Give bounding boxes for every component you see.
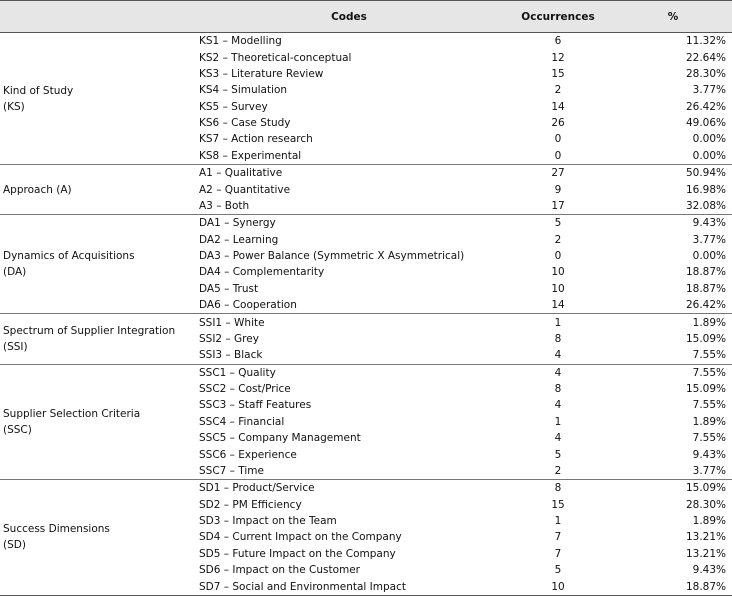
category-label-line: Dynamics of Acquisitions: [3, 250, 135, 263]
header-category: [0, 1, 196, 33]
table-row: [0, 364, 732, 381]
code-cell: SD6 – Impact on the Customer: [199, 564, 360, 577]
code-cell: SD2 – PM Efficiency: [199, 498, 302, 511]
category-label-line: Approach (A): [3, 183, 72, 196]
percent-cell: 15.09%: [685, 383, 726, 396]
category-label: [0, 165, 196, 215]
code-cell: KS3 – Literature Review: [199, 67, 324, 80]
category-label-line: Spectrum of Supplier Integration: [3, 324, 176, 337]
category-label: [0, 215, 196, 314]
code-cell: A3 – Both: [199, 199, 250, 212]
code-cell: DA2 – Learning: [199, 233, 279, 246]
percent-cell: 28.30%: [685, 498, 726, 511]
occurrences-cell: 26: [551, 117, 565, 130]
code-cell: DA1 – Synergy: [196, 215, 502, 232]
category-label: [0, 314, 196, 364]
occurrences-cell: 7: [554, 531, 562, 544]
percent-cell: 15.09%: [614, 480, 732, 497]
code-cell: SSC1 – Quality: [196, 364, 502, 381]
code-cell: DA4 – Complementarity: [199, 266, 325, 279]
percent-cell: 9.43%: [614, 215, 732, 232]
occurrences-cell: 4: [554, 399, 562, 412]
code-cell: SD5 – Future Impact on the Company: [199, 547, 396, 560]
code-cell: SD4 – Current Impact on the Company: [199, 531, 402, 544]
occurrences-cell: 4: [554, 432, 562, 445]
percent-cell: 1.89%: [614, 314, 732, 331]
percent-cell: 3.77%: [692, 464, 726, 477]
table-row: [0, 314, 732, 331]
category-label-line: Supplier Selection Criteria: [3, 407, 141, 420]
percent-cell: 16.98%: [685, 183, 726, 196]
occurrences-cell: 8: [554, 332, 562, 345]
code-cell: KS7 – Action research: [199, 133, 313, 146]
percent-cell: 3.77%: [692, 84, 726, 97]
occurrences-cell: 7: [554, 547, 562, 560]
percent-cell: 18.87%: [614, 578, 732, 595]
occurrences-cell: 8: [502, 480, 614, 497]
percent-cell: 0.00%: [692, 133, 726, 146]
table-row: [0, 165, 732, 182]
occurrences-cell: 14: [551, 299, 565, 312]
category-label: [0, 364, 196, 480]
category-label-line: Success Dimensions: [3, 523, 110, 536]
code-cell: SSI2 – Grey: [199, 332, 259, 345]
category-label-line: (DA): [3, 266, 27, 279]
percent-cell: 7.55%: [692, 349, 726, 362]
occurrences-cell: 2: [554, 464, 562, 477]
code-cell: SSC4 – Financial: [199, 415, 285, 428]
percent-cell: 9.43%: [692, 564, 726, 577]
percent-cell: 28.30%: [685, 67, 726, 80]
occurrences-cell: 5: [502, 215, 614, 232]
code-cell: KS6 – Case Study: [199, 117, 291, 130]
occurrences-cell: 5: [554, 564, 562, 577]
code-cell: SSI1 – White: [196, 314, 502, 331]
occurrences-cell: 0: [554, 149, 562, 162]
code-cell: SSC7 – Time: [199, 464, 264, 477]
occurrences-cell: 1: [502, 314, 614, 331]
code-cell: KS8 – Experimental: [199, 149, 302, 162]
table-body: [0, 33, 732, 596]
occurrences-cell: 10: [502, 578, 614, 595]
code-cell: A2 – Quantitative: [199, 183, 291, 196]
table-header: [0, 1, 732, 33]
percent-cell: 9.43%: [692, 448, 726, 461]
percent-cell: 18.87%: [685, 266, 726, 279]
percent-cell: 7.55%: [692, 432, 726, 445]
percent-cell: 18.87%: [685, 282, 726, 295]
header-percent: %: [614, 1, 732, 33]
category-label-line: (SSC): [3, 423, 32, 436]
percent-cell: 49.06%: [685, 117, 726, 130]
code-cell: SSC3 – Staff Features: [199, 399, 312, 412]
code-cell: SSC5 – Company Management: [199, 432, 361, 445]
occurrences-cell: 6: [502, 33, 614, 50]
percent-cell: 13.21%: [685, 531, 726, 544]
occurrences-cell: 8: [554, 383, 562, 396]
code-cell: SD1 – Product/Service: [196, 480, 502, 497]
header-row: [0, 1, 732, 33]
percent-cell: 11.32%: [614, 33, 732, 50]
percent-cell: 0.00%: [692, 149, 726, 162]
code-cell: KS4 – Simulation: [199, 84, 288, 97]
percent-cell: 26.42%: [685, 100, 726, 113]
percent-cell: 1.89%: [692, 415, 726, 428]
occurrences-cell: 15: [551, 67, 565, 80]
percent-cell: 0.00%: [692, 250, 726, 263]
occurrences-cell: 14: [551, 100, 565, 113]
occurrences-cell: 0: [554, 133, 562, 146]
percent-cell: 3.77%: [692, 233, 726, 246]
code-cell: SSC2 – Cost/Price: [199, 383, 291, 396]
category-label-line: (SSI): [3, 340, 28, 353]
occurrences-cell: 2: [554, 233, 562, 246]
code-cell: DA3 – Power Balance (Symmetric X Asymmetrical): [199, 250, 465, 263]
percent-cell: 13.21%: [685, 547, 726, 560]
occurrences-cell: 5: [554, 448, 562, 461]
percent-cell: 22.64%: [685, 51, 726, 64]
occurrences-cell: 10: [551, 266, 565, 279]
category-label-line: Kind of Study: [3, 84, 74, 97]
percent-cell: 32.08%: [685, 199, 726, 212]
percent-cell: 50.94%: [614, 165, 732, 182]
code-cell: SD7 – Social and Environmental Impact: [196, 578, 502, 595]
occurrences-cell: 1: [554, 415, 562, 428]
category-label-line: (KS): [3, 100, 25, 113]
code-cell: DA6 – Cooperation: [199, 299, 297, 312]
occurrences-cell: 17: [551, 199, 565, 212]
occurrences-cell: 12: [551, 51, 565, 64]
table-row: [0, 215, 732, 232]
code-cell: KS5 – Survey: [199, 100, 268, 113]
occurrences-cell: 0: [554, 250, 562, 263]
occurrences-cell: 27: [502, 165, 614, 182]
category-label-line: (SD): [3, 539, 26, 552]
code-cell: KS2 – Theoretical-conceptual: [199, 51, 352, 64]
occurrences-cell: 15: [551, 498, 565, 511]
occurrences-cell: 1: [554, 515, 562, 528]
occurrences-cell: 4: [554, 349, 562, 362]
percent-cell: 1.89%: [692, 515, 726, 528]
occurrences-cell: 10: [551, 282, 565, 295]
header-codes: Codes: [196, 1, 502, 33]
occurrences-cell: 4: [502, 364, 614, 381]
category-label: [0, 33, 196, 165]
table-row: [0, 480, 732, 497]
percent-cell: 7.55%: [692, 399, 726, 412]
header-occurrences: Occurrences: [502, 1, 614, 33]
code-cell: SD3 – Impact on the Team: [199, 515, 337, 528]
code-cell: KS1 – Modelling: [196, 33, 502, 50]
category-label: [0, 480, 196, 596]
code-cell: A1 – Qualitative: [196, 165, 502, 182]
code-cell: SSI3 – Black: [199, 349, 263, 362]
occurrences-cell: 2: [554, 84, 562, 97]
occurrences-cell: 9: [554, 183, 562, 196]
percent-cell: 15.09%: [685, 332, 726, 345]
percent-cell: 7.55%: [614, 364, 732, 381]
code-cell: SSC6 – Experience: [199, 448, 297, 461]
code-cell: DA5 – Trust: [199, 282, 259, 295]
percent-cell: 26.42%: [685, 299, 726, 312]
table-row: [0, 33, 732, 50]
